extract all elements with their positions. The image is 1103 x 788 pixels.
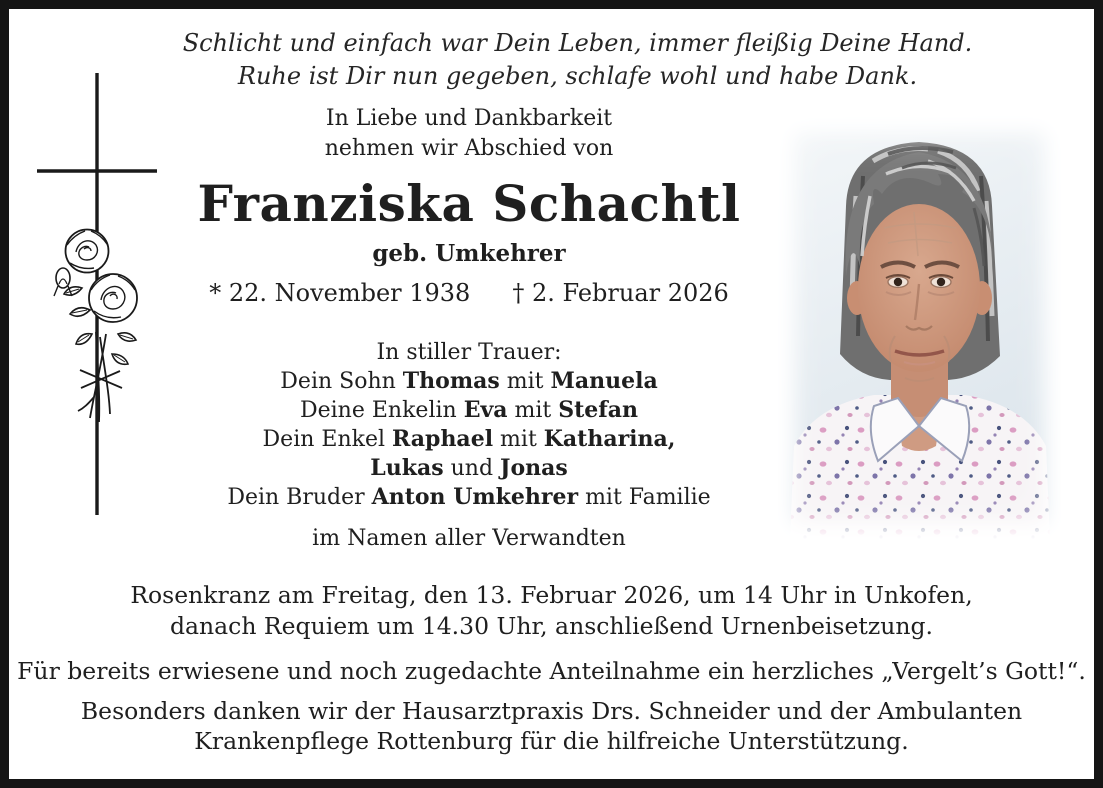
mourner-name: Raphael [392,426,494,452]
mourning-closing: im Namen aller Verwandten [312,526,626,551]
rose-bouquet-icon [50,222,155,425]
epitaph-quote [9,27,1094,93]
service-line-1: Rosenkranz am Freitag, den 13. Februar 2026, um 14 Uhr in Unkofen, [130,581,973,609]
mourner-line [174,367,764,396]
mourner-line [174,483,764,512]
mourner-name: Katharina, [543,426,676,452]
service-line-2: danach Requiem um 14.30 Uhr, anschließend Urnenbeisetzung. [169,612,934,640]
intro-line-2: nehmen wir Abschied von [324,136,614,161]
thanks-line-3: Krankenpflege Rottenburg für die hilfreiche Unterstützung. [194,727,909,755]
mourner-relation: mit Familie [578,485,711,510]
thanks-line-2: Besonders danken wir der Hausarztpraxis Drs. Schneider und der Ambulanten [80,697,1023,725]
service-information [9,580,1094,642]
mourner-name: Eva [463,397,508,423]
life-dates [174,278,764,308]
thanks-block [9,696,1094,756]
mourner-name: Lukas [370,455,444,481]
mourner-name: Manuela [550,368,658,394]
mourner-relation: Dein Enkel [262,427,393,452]
mourner-relation: Deine Enkelin [299,398,464,423]
mourner-name: Stefan [558,397,638,423]
mourner-relation: mit [493,427,544,452]
mourner-line [174,396,764,425]
epitaph-line-2: Ruhe ist Dir nun gegeben, schlafe wohl und habe Dank. [237,62,918,90]
mourning-header: In stiller Trauer: [376,340,562,365]
birth-date: * 22. November 1938 [209,279,471,307]
mourner-relation: Dein Bruder [227,485,372,510]
mourner-line [174,425,764,454]
deceased-name: Franziska Schachtl [197,174,741,233]
portrait-photo [778,116,1061,539]
thanks-line-1: Für bereits erwiesene und noch zugedachte Anteilnahme ein herzliches „Vergelt’s Gott!“. [17,657,1086,685]
announcement-body [174,104,764,553]
mourner-relation: mit [499,369,551,394]
mourner-name: Jonas [500,455,568,481]
epitaph-line-1: Schlicht und einfach war Dein Leben, immer fleißig Deine Hand. [182,29,973,57]
mourner-relation: mit [507,398,559,423]
maiden-name: geb. Umkehrer [372,240,566,267]
mourner-name: Anton Umkehrer [371,484,579,510]
mourner-line [174,454,764,483]
intro-line-1: In Liebe und Dankbarkeit [325,106,613,131]
mourner-name: Thomas [402,368,500,394]
mourner-relation: und [443,456,501,481]
mourner-relation: Dein Sohn [280,369,403,394]
death-date: † 2. Februar 2026 [512,279,729,307]
